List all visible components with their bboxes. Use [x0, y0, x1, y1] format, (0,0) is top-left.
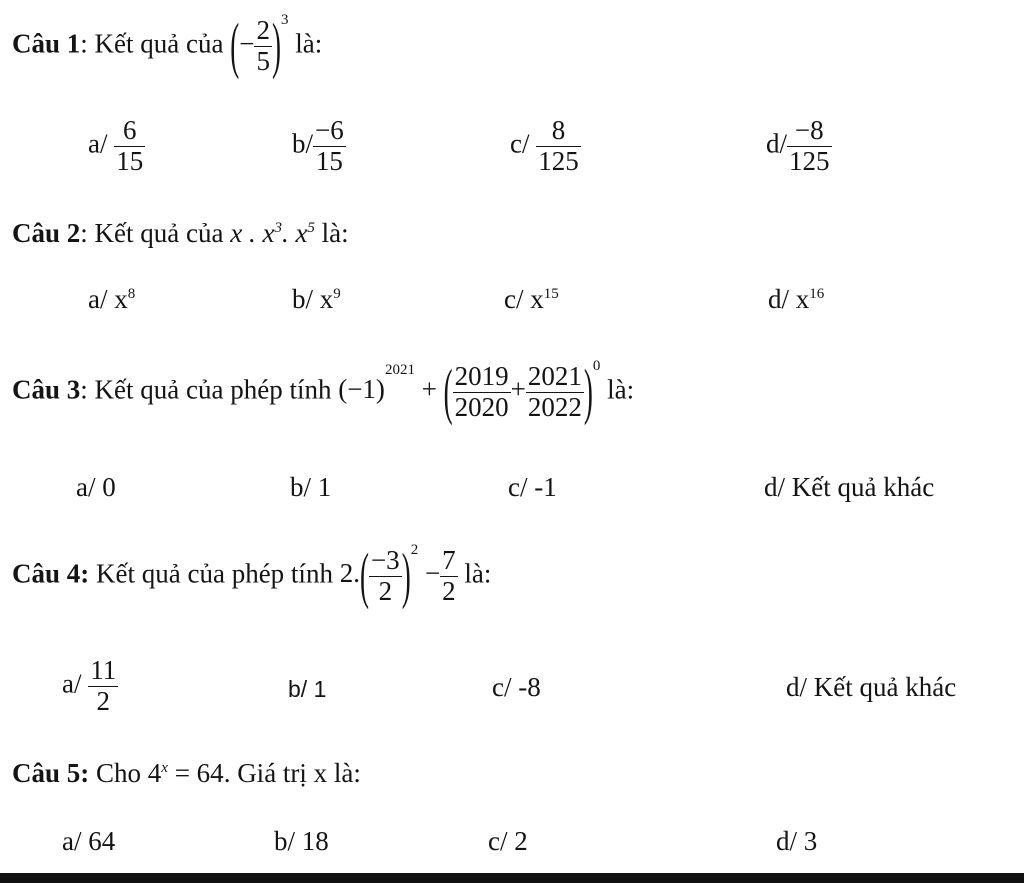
q1-option-a[interactable]: a/ $\frac{6}{15}$ [88, 115, 144, 176]
q1-option-c[interactable]: c/ $\frac{8}{125}$ [510, 115, 579, 176]
q4-option-a[interactable]: a/ $\frac{11}{2}$ [62, 655, 117, 716]
question-1: Câu 1: Kết quả của (− $\frac{2}{5}$ )$^3$ là: [12, 10, 323, 80]
q5-option-d[interactable]: d/ 3 [776, 826, 818, 856]
question-5-expression: 4$^x$ = 64 [147, 758, 224, 788]
question-5-label: Câu 5: [12, 758, 90, 788]
q5-option-a[interactable]: a/ 64 [62, 826, 116, 856]
question-5: Câu 5: Cho 4$^x$ = 64. Giá trị x là: [12, 758, 361, 788]
q4-option-d[interactable]: d/ Kết quả khác [786, 672, 957, 702]
question-3: Câu 3: Kết quả của phép tính $(-1)^{2021}$ + ( $\frac{2019}{2020}$ + $\frac{2021}{2022}$ )$^0$ là: [12, 356, 635, 426]
bottom-border [0, 873, 1024, 883]
question-3-label: Câu 3 [12, 374, 81, 405]
question-2-expression: x . $x^3$. $x^5$ [230, 218, 315, 248]
question-2-label: Câu 2 [12, 218, 81, 248]
q5-option-c[interactable]: c/ 2 [488, 826, 528, 856]
question-4-label: Câu 4: [12, 558, 90, 589]
question-1-label: Câu 1 [12, 28, 81, 59]
question-2-text: Kết quả của [94, 218, 224, 248]
question-1-text: Kết quả của [94, 28, 224, 59]
question-4-expression: 2.( $\frac{-3}{2}$ )$^2$ − $\frac{7}{2}$ [339, 540, 456, 610]
q5-option-b[interactable]: b/ 18 [274, 826, 329, 856]
q3-option-a[interactable]: a/ 0 [76, 472, 116, 502]
q4-option-b[interactable]: b/ 1 [288, 676, 327, 702]
question-3-text: Kết quả của phép tính [94, 374, 332, 405]
q2-option-d[interactable]: d/ $x^{16}$ [768, 284, 825, 314]
q3-option-b[interactable]: b/ 1 [290, 472, 332, 502]
q3-option-c[interactable]: c/ -1 [508, 472, 557, 502]
q2-option-a[interactable]: a/ $x^8$ [88, 284, 136, 314]
question-1-exponent: 3 [280, 12, 289, 29]
q4-option-c[interactable]: c/ -8 [492, 672, 541, 702]
q3-option-d[interactable]: d/ Kết quả khác [764, 472, 935, 502]
q1-option-b[interactable]: b/ $\frac{-6}{15}$ [292, 115, 344, 176]
question-3-expression: $(-1)^{2021}$ + ( $\frac{2019}{2020}$ + $\frac{2021}{2022}$ )$^0$ [338, 356, 601, 426]
question-4-text: Kết quả của phép tính [96, 558, 333, 589]
question-4: Câu 4: Kết quả của phép tính 2.( $\frac{-3}{2}$ )$^2$ − $\frac{7}{2}$ là: [12, 540, 492, 610]
question-1-fraction: $\frac{2}{5}$ [256, 15, 270, 76]
q1-option-d[interactable]: d/ $\frac{-8}{125}$ [766, 115, 830, 176]
q2-option-c[interactable]: c/ $x^{15}$ [504, 284, 559, 314]
question-5-text: Cho [96, 758, 142, 788]
q2-option-b[interactable]: b/ $x^9$ [292, 284, 341, 314]
question-2: Câu 2: Kết quả của x . $x^3$. $x^5$ là: [12, 218, 349, 248]
